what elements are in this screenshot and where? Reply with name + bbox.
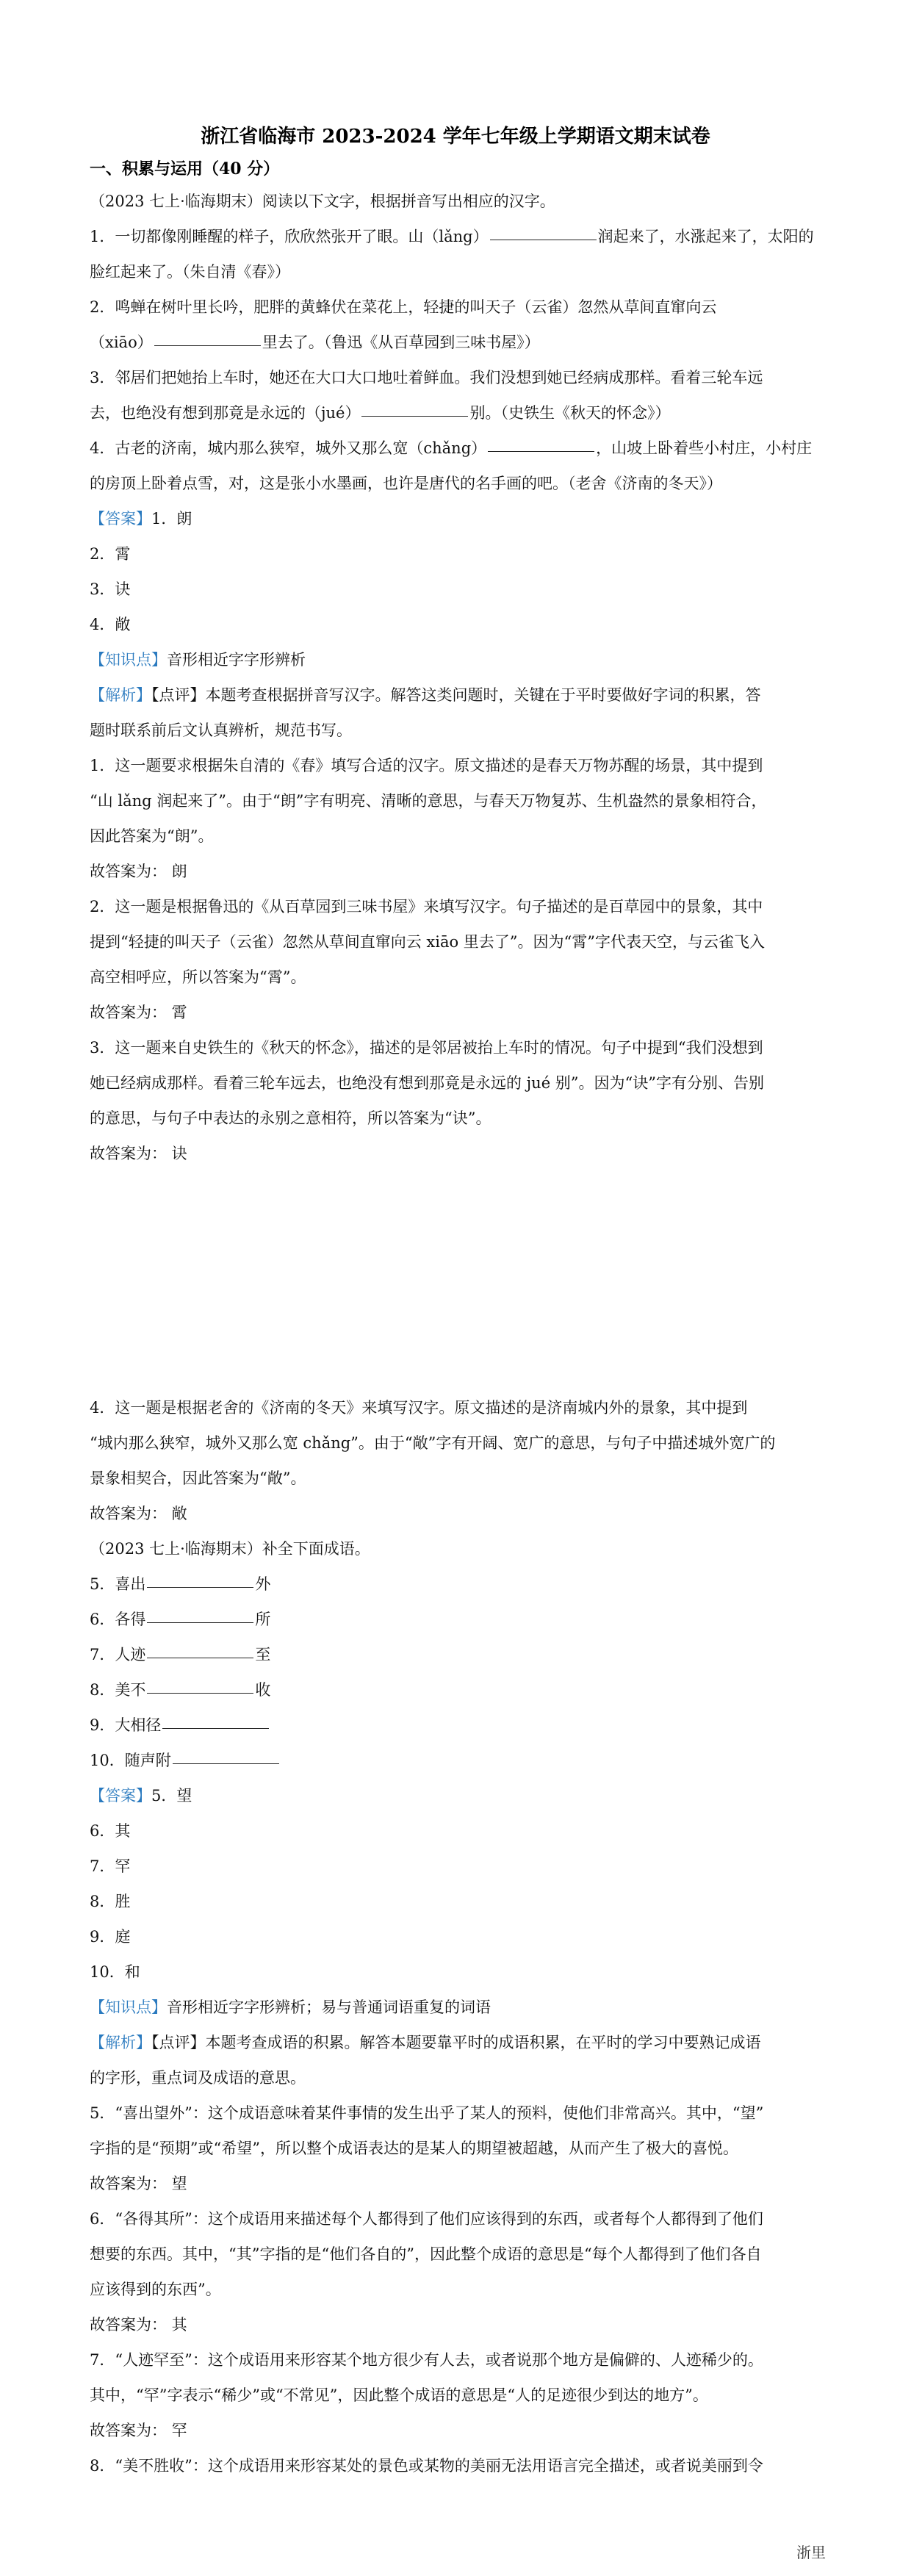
question-4-cont: 的房顶上卧着点雪，对，这是张小水墨画，也许是唐代的名手画的吧。（老舍《济南的冬天》）: [90, 475, 722, 492]
analysis: 【解析】【点评】本题考查根据拼音写汉字。解答这类问题时，关键在于平时要做好字词的积累，答: [90, 686, 761, 704]
question-2: 2．鸣蝉在树叶里长吟，肥胖的黄蜂伏在菜花上，轻捷的叫天子（云雀）忽然从草间直窜向云: [90, 298, 717, 316]
answer-item: 10．和: [90, 1963, 140, 1981]
question-1: 1．一切都像刚睡醒的样子，欣欣然张开了眼。山（lǎng） 润起来了，水涨起来了，太阳的: [90, 228, 814, 245]
idiom-item: 5．喜出 外: [90, 1575, 271, 1593]
knowledge-tag: 【知识点】: [90, 1998, 167, 2016]
document-body: [90, 184, 824, 2483]
explanation: “山 lǎng 润起来了”。由于“朗”字有明亮、清晰的意思，与春天万物复苏、生机盎然的景象相符合，: [90, 792, 767, 810]
knowledge-point: 【知识点】音形相近字字形辨析；易与普通词语重复的词语: [90, 1998, 491, 2016]
answer-blank: [147, 1657, 253, 1658]
answer-blank: [147, 1586, 253, 1588]
idiom-item: 10．随声附: [90, 1743, 824, 1778]
explanation: 想要的东西。其中，“其”字指的是“他们各自的”，因此整个成语的意思是“每个人都得到了他们各自: [90, 2245, 762, 2263]
question-3: 3．邻居们把她抬上车时，她还在大口大口地吐着鲜血。我们没想到她已经病成那样。看着三轮车远: [90, 369, 763, 386]
final-answer: 故答案为： 其: [90, 2316, 187, 2334]
question-4: 4．古老的济南，城内那么狭窄，城外又那么宽（chǎng） ，山坡上卧着些小村庄，小村庄: [90, 439, 813, 457]
answer-blank: [490, 239, 597, 240]
answer-item: 7．罕: [90, 1857, 131, 1875]
explanation: 的意思，与句子中表达的永别之意相符，所以答案为“诀”。: [90, 1109, 491, 1127]
answer-tag: 【答案】: [90, 1787, 151, 1805]
answer-item: 4．敞: [90, 616, 131, 633]
answer-line: 【答案】5．望: [90, 1787, 192, 1805]
final-answer: 故答案为： 朗: [90, 863, 187, 880]
answer-item: 2．霄: [90, 545, 131, 563]
question-intro: （2023 七上·临海期末）补全下面成语。: [90, 1540, 370, 1558]
explanation: 其中，“罕”字表示“稀少”或“不常见”，因此整个成语的意思是“人的足迹很少到达的地方”。: [90, 2386, 708, 2404]
answer-blank: [162, 1727, 269, 1729]
analysis-tag: 【解析】: [90, 2034, 151, 2051]
answer-blank: [154, 345, 261, 346]
final-answer: 故答案为： 诀: [90, 1145, 187, 1162]
answer-blank: [147, 1692, 253, 1694]
idiom-item: 9．大相径: [90, 1708, 824, 1743]
idiom-item: 7．人迹 至: [90, 1646, 271, 1663]
answer-item: 9．庭: [90, 1928, 131, 1946]
idiom-item: 6．各得 所: [90, 1611, 271, 1628]
explanation: 高空相呼应，所以答案为“霄”。: [90, 968, 306, 986]
analysis-cont: 的字形，重点词及成语的意思。: [90, 2069, 306, 2087]
analysis-tag: 【解析】: [90, 686, 151, 704]
explanation: 8．“美不胜收”：这个成语用来形容某处的景色或某物的美丽无法用语言完全描述，或者说美丽到令: [90, 2457, 763, 2475]
analysis: 【解析】【点评】本题考查成语的积累。解答本题要靠平时的成语积累，在平时的学习中要熟记成语: [90, 2034, 761, 2051]
explanation: 7．“人迹罕至”：这个成语用来形容某个地方很少有人去，或者说那个地方是偏僻的、人迹稀少的。: [90, 2351, 763, 2369]
explanation: “城内那么狭窄，城外又那么宽 chǎng”。由于“敞”字有开阔、宽广的意思，与句子中描述城外宽广的: [90, 1434, 776, 1452]
question-1-cont: 脸红起来了。（朱自清《春》）: [90, 263, 290, 281]
knowledge-point: 【知识点】音形相近字字形辨析: [90, 651, 306, 669]
page-title: 浙江省临海市 2023-2024 学年七年级上学期语文期末试卷: [201, 126, 710, 148]
answer-blank: [173, 1763, 279, 1764]
answer-line: 【答案】1．朗: [90, 510, 192, 528]
page-gap: [90, 1171, 824, 1390]
explanation: 字指的是“预期”或“希望”，所以整个成语表达的是某人的期望被超越，从而产生了极大的喜悦。: [90, 2140, 738, 2157]
explanation: 6．“各得其所”：这个成语用来描述每个人都得到了他们应该得到的东西，或者每个人都得到了他们: [90, 2210, 763, 2228]
explanation: 提到“轻捷的叫天子（云雀）忽然从草间直窜向云 xiāo 里去了”。因为“霄”字代表天空，与云雀飞入: [90, 933, 766, 951]
explanation: 4．这一题是根据老舍的《济南的冬天》来填写汉字。原文描述的是济南城内外的景象，其中提到: [90, 1399, 748, 1417]
question-2-cont: （xiāo） 里去了。（鲁迅《从百草园到三味书屋》）: [90, 334, 540, 351]
answer-blank: [488, 450, 594, 452]
answer-blank: [361, 415, 468, 417]
final-answer: 故答案为： 敞: [90, 1505, 187, 1522]
final-answer: 故答案为： 霄: [90, 1004, 187, 1021]
analysis-cont: 题时联系前后文认真辨析，规范书写。: [90, 722, 352, 739]
knowledge-tag: 【知识点】: [90, 651, 167, 669]
final-answer: 故答案为： 罕: [90, 2422, 187, 2439]
section-heading: 一、积累与运用（40 分）: [90, 159, 280, 179]
page-footer: 浙里: [796, 2544, 826, 2561]
answer-item: 3．诀: [90, 580, 131, 598]
answer-tag: 【答案】: [90, 510, 151, 528]
explanation: 她已经病成那样。看着三轮车远去，也绝没有想到那竟是永远的 jué 别”。因为“诀”字有分别、告别: [90, 1074, 765, 1092]
explanation: 应该得到的东西”。: [90, 2281, 221, 2298]
explanation: 5．“喜出望外”：这个成语意味着某件事情的发生出乎了某人的预料，使他们非常高兴。其中，“望”: [90, 2104, 764, 2122]
idiom-item: 8．美不 收: [90, 1681, 271, 1699]
explanation: 因此答案为“朗”。: [90, 827, 214, 845]
explanation: 3．这一题来自史铁生的《秋天的怀念》，描述的是邻居被抬上车时的情况。句子中提到“我们没想到: [90, 1039, 763, 1057]
answer-item: 6．其: [90, 1822, 131, 1840]
question-3-cont: 去，也绝没有想到那竟是永远的（jué） 别。（史铁生《秋天的怀念》）: [90, 404, 671, 422]
explanation: 2．这一题是根据鲁迅的《从百草园到三味书屋》来填写汉字。句子描述的是百草园中的景象，其中: [90, 898, 763, 915]
answer-item: 8．胜: [90, 1893, 131, 1910]
answer-blank: [147, 1622, 253, 1623]
question-intro: （2023 七上·临海期末）阅读以下文字，根据拼音写出相应的汉字。: [90, 193, 555, 210]
final-answer: 故答案为： 望: [90, 2175, 187, 2192]
explanation: 1．这一题要求根据朱自清的《春》填写合适的汉字。原文描述的是春天万物苏醒的场景，其中提到: [90, 757, 763, 774]
explanation: 景象相契合，因此答案为“敞”。: [90, 1469, 306, 1487]
